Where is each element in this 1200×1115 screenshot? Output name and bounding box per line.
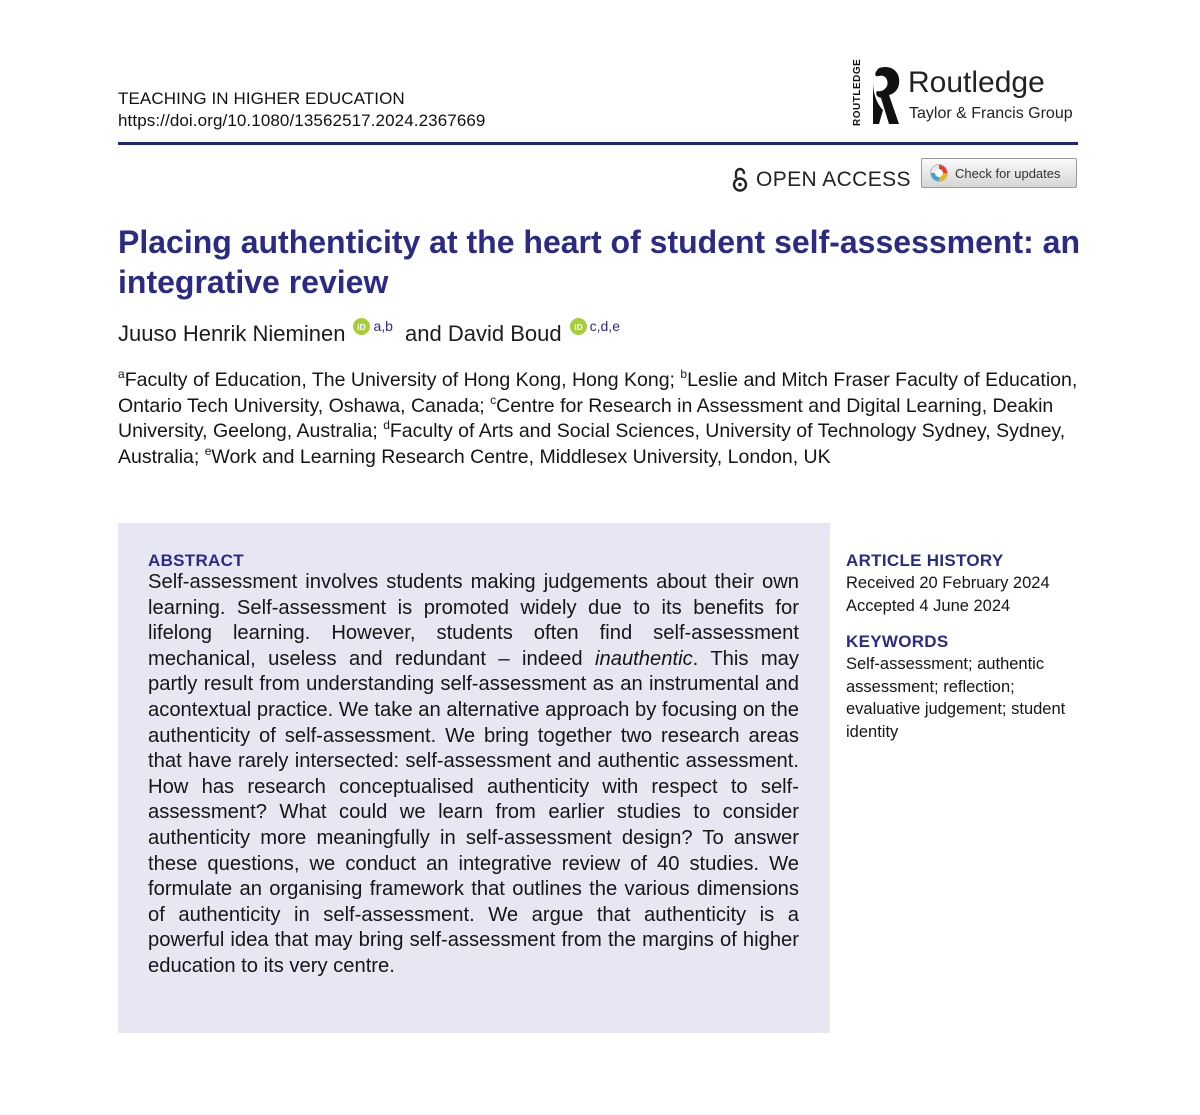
abstract-box xyxy=(118,523,830,1033)
abstract-body xyxy=(148,570,799,980)
abstract-text: . This may partly result from understanding self-assessment as an instrumental and acontextual practice. We take an alternative approach by focusing on the authenticity of self-assessment. We bring together two research areas that have rarely intersected: self-assessment and authentic assessment. How has research conceptualised authenticity with respect to self-assessment? What could we learn from earlier studies to consider authenticity more meaningfully in self-assessment design? To answer these questions, we conduct an integrative review of 40 studies. We formulate an organising framework that outlines the various dimensions of authenticity in self-assessment. We argue that authenticity is a powerful idea that may bring self-assessment from the margins of higher education to its very centre. xyxy=(148,647,799,977)
article-metadata xyxy=(846,550,1081,743)
author-name[interactable]: David Boud xyxy=(447,321,562,346)
keywords-list: Self-assessment; authentic assessment; reflection; evaluative judgement; student identity xyxy=(846,655,1066,741)
journal-header xyxy=(118,88,486,132)
orcid-icon[interactable] xyxy=(353,318,370,335)
open-lock-icon xyxy=(732,167,748,193)
publisher-name: Routledge xyxy=(908,66,1045,99)
affiliation-mark: c xyxy=(490,392,497,407)
affiliation-mark: e xyxy=(204,443,212,458)
affiliation-mark: d xyxy=(383,418,390,432)
affiliations xyxy=(118,368,1083,470)
crossmark-icon xyxy=(930,164,948,182)
header-divider xyxy=(118,142,1078,145)
svg-text:iD: iD xyxy=(573,322,583,332)
author-conjunction: and xyxy=(405,321,442,346)
accepted-date: Accepted 4 June 2024 xyxy=(846,596,1011,615)
author-name[interactable]: Juuso Henrik Nieminen xyxy=(118,321,346,346)
abstract-emphasis: inauthentic xyxy=(595,647,693,670)
check-for-updates-button[interactable] xyxy=(921,158,1077,188)
received-date: Received 20 February 2024 xyxy=(846,574,1050,592)
affiliation-text: Leslie and Mitch Fraser Faculty of Education, Ontario Tech University, Oshawa, Canada; xyxy=(118,369,1078,417)
routledge-head-icon xyxy=(869,64,905,128)
doi-link[interactable]: https://doi.org/10.1080/13562517.2024.2367669 xyxy=(118,111,486,130)
publisher-logo xyxy=(852,58,1082,132)
journal-name: TEACHING IN HIGHER EDUCATION xyxy=(118,89,405,108)
abstract-heading: ABSTRACT xyxy=(148,551,244,570)
author-affiliation-marks: c,d,e xyxy=(589,318,620,334)
author-line xyxy=(118,318,626,349)
orcid-icon[interactable] xyxy=(570,318,587,335)
keywords-heading: KEYWORDS xyxy=(846,632,949,651)
affiliation-text: Faculty of Education, The University of Hong Kong, Hong Kong; xyxy=(124,369,681,391)
publisher-vertical-label: ROUTLEDGE xyxy=(852,58,863,126)
affiliation-text: Centre for Research in Assessment and Digital Learning, Deakin University, Geelong, Australia; xyxy=(118,394,1054,442)
affiliation-text: Faculty of Arts and Social Sciences, University of Technology Sydney, Sydney, Australia; xyxy=(118,420,1066,468)
abstract-text: Self-assessment involves students making judgements about their own learning. Self-assessment is promoted widely due to its benefits for lifelong learning. However, students often find self-assessment mechanical, useless and redundant – indeed xyxy=(148,571,799,670)
article-title: Placing authenticity at the heart of student self-assessment: an integrative review xyxy=(118,224,1080,300)
open-access-label: OPEN ACCESS xyxy=(756,168,911,191)
check-for-updates-label: Check for updates xyxy=(955,165,1061,181)
open-access-indicator xyxy=(732,166,911,194)
publisher-group: Taylor & Francis Group xyxy=(909,105,1073,122)
affiliation-mark: a xyxy=(118,367,125,381)
affiliation-text: Work and Learning Research Centre, Middlesex University, London, UK xyxy=(211,445,831,468)
affiliation-mark: b xyxy=(680,367,688,381)
author-affiliation-marks: a,b xyxy=(373,318,393,334)
article-history-heading: ARTICLE HISTORY xyxy=(846,551,1004,570)
svg-text:iD: iD xyxy=(357,322,367,332)
